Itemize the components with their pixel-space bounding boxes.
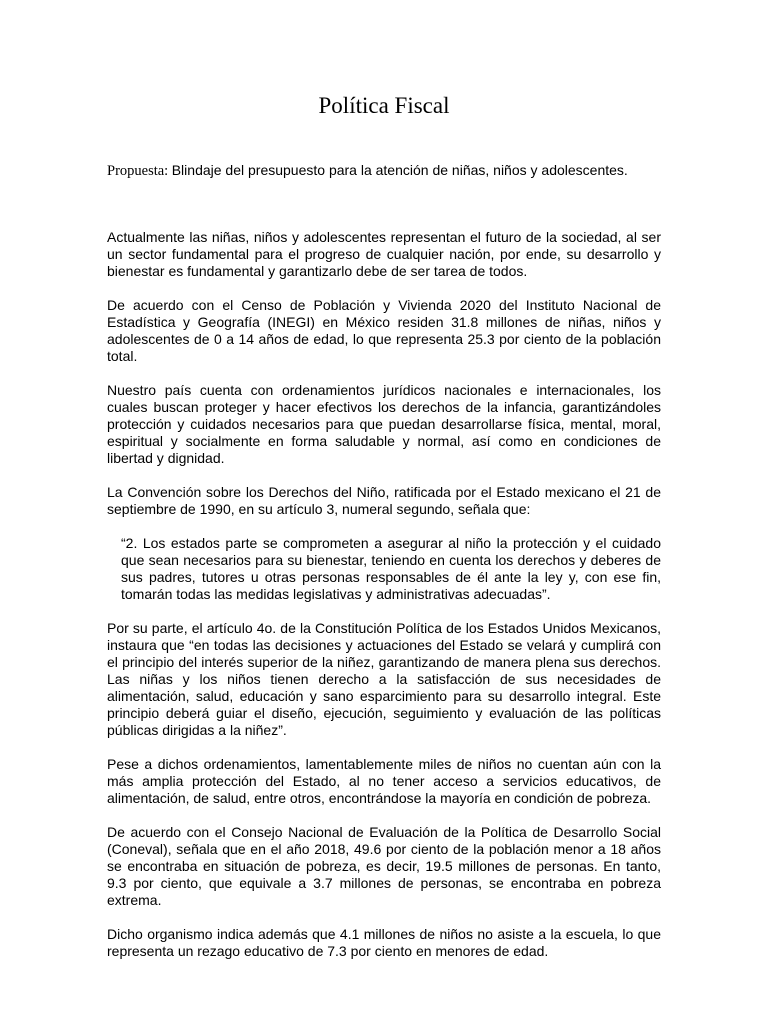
proposal-label: Propuesta:	[107, 163, 169, 179]
quoted-article: “2. Los estados parte se comprometen a asegurar al niño la protección y el cuidado que sean necesarios para su bienestar, teniendo en cuenta los derechos y deberes de sus padres, tutores u otras personas responsables de él ante la ley y, con ese fin, tomarán todas las medidas legislativas y administrativas adecuadas”.	[121, 535, 661, 602]
paragraph: De acuerdo con el Censo de Población y Vivienda 2020 del Instituto Nacional de Estadística y Geografía (INEGI) en México residen 31.8 millones de niñas, niños y adolescentes de 0 a 14 años de edad, lo que representa 25.3 por ciento de la población total.	[107, 297, 661, 364]
paragraph: Actualmente las niñas, niños y adolescentes representan el futuro de la sociedad, al ser un sector fundamental para el progreso de cualquier nación, por ende, su desarrollo y bienestar es fundamental y garantizarlo debe de ser tarea de todos.	[107, 229, 661, 279]
paragraph: De acuerdo con el Consejo Nacional de Evaluación de la Política de Desarrollo Social (Coneval), señala que en el año 2018, 49.6 por ciento de la población menor a 18 años se encontraba en situación de pobreza, es decir, 19.5 millones de personas. En tanto, 9.3 por ciento, que equivale a 3.7 millones de personas, se encontraba en pobreza extrema.	[107, 824, 661, 908]
proposal-line	[107, 162, 667, 180]
paragraph: La Convención sobre los Derechos del Niño, ratificada por el Estado mexicano el 21 de septiembre de 1990, en su artículo 3, numeral segundo, señala que:	[107, 484, 661, 517]
paragraph: Nuestro país cuenta con ordenamientos jurídicos nacionales e internacionales, los cuales buscan proteger y hacer efectivos los derechos de la infancia, garantizándoles protección y cuidados necesarios para que puedan desarrollarse física, mental, moral, espiritual y socialmente en forma saludable y normal, así como en condiciones de libertad y dignidad.	[107, 382, 661, 466]
paragraph: Dicho organismo indica además que 4.1 millones de niños no asiste a la escuela, lo que representa un rezago educativo de 7.3 por ciento en menores de edad.	[107, 926, 661, 959]
proposal-text: Blindaje del presupuesto para la atención de niñas, niños y adolescentes.	[171, 162, 628, 178]
document-title: Política Fiscal	[318, 93, 450, 118]
paragraph: Por su parte, el artículo 4o. de la Constitución Política de los Estados Unidos Mexicanos, instaura que “en todas las decisiones y actuaciones del Estado se velará y cumplirá con el principio del interés superior de la niñez, garantizando de manera plena sus derechos. Las niñas y los niños tienen derecho a la satisfacción de sus necesidades de alimentación, salud, educación y sano esparcimiento para su desarrollo integral. Este principio deberá guiar el diseño, ejecución, seguimiento y evaluación de las políticas públicas dirigidas a la niñez”.	[107, 620, 661, 738]
document-body	[107, 229, 661, 977]
paragraph: Pese a dichos ordenamientos, lamentablemente miles de niños no cuentan aún con la más amplia protección del Estado, al no tener acceso a servicios educativos, de alimentación, de salud, entre otros, encontrándose la mayoría en condición de pobreza.	[107, 756, 661, 806]
